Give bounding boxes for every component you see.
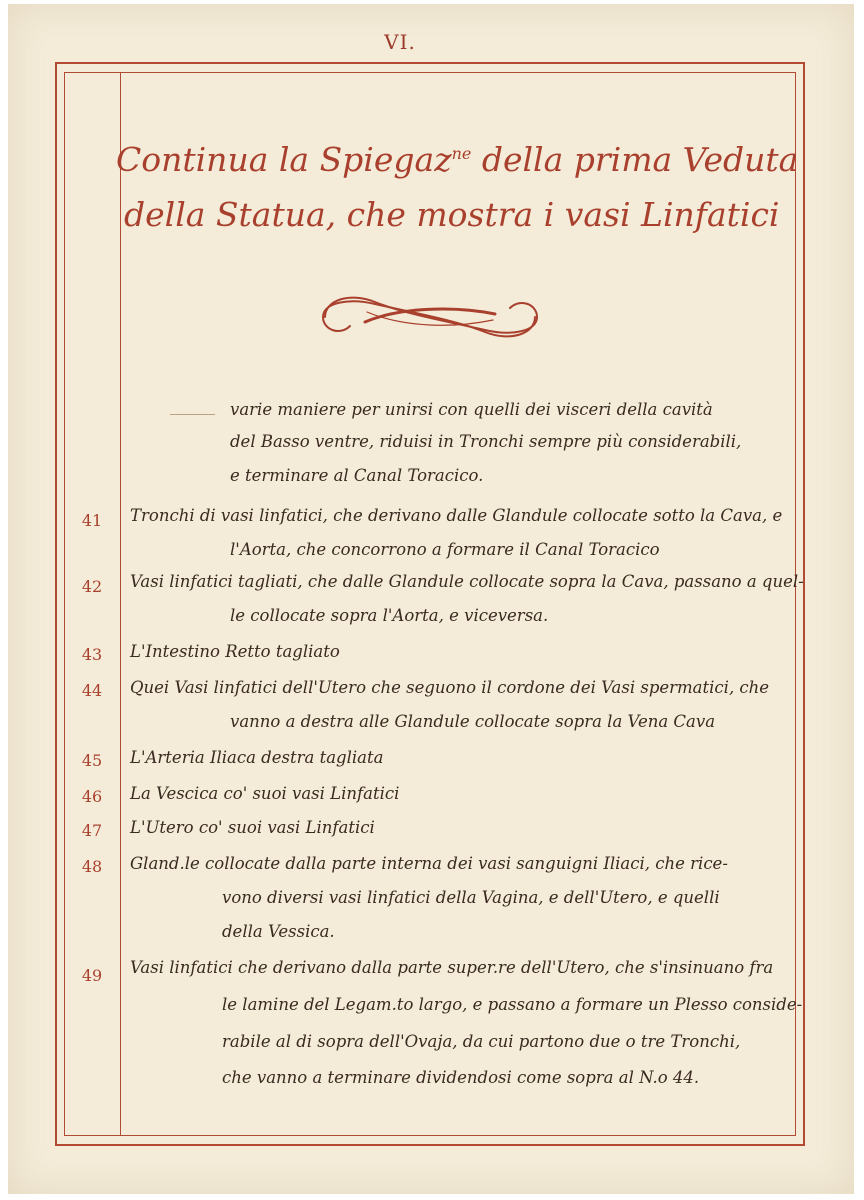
flourish-ornament xyxy=(305,282,555,352)
entry-number-41: 41 xyxy=(81,511,103,530)
entry-number-46: 46 xyxy=(81,787,103,806)
entry-number-49: 49 xyxy=(81,966,103,985)
margin-rule xyxy=(120,72,121,1136)
continuation-line-1: varie maniere per unirsi con quelli dei visceri della cavità xyxy=(230,400,713,419)
entry-41-line-1: Tronchi di vasi linfatici, che derivano dalle Glandule collocate sotto la Cava, e xyxy=(130,506,783,525)
title-superscript: ne xyxy=(451,144,472,163)
entry-number-43: 43 xyxy=(81,645,103,664)
entry-46-line-1: La Vescica co' suoi vasi Linfatici xyxy=(130,784,400,803)
entry-number-48: 48 xyxy=(81,857,103,876)
title-part-b: della prima Veduta xyxy=(471,140,799,179)
page-number: VI. xyxy=(384,30,416,54)
entry-49-line-1: Vasi linfatici che derivano dalla parte super.re dell'Utero, che s'insinuano fra xyxy=(130,958,774,977)
entry-44-line-1: Quei Vasi linfatici dell'Utero che seguono il cordone dei Vasi spermatici, che xyxy=(130,678,770,697)
entry-41-line-2: l'Aorta, che concorrono a formare il Canal Toracico xyxy=(230,540,660,559)
continuation-line-3: e terminare al Canal Toracico. xyxy=(230,466,484,485)
entry-number-42: 42 xyxy=(81,577,103,596)
entry-44-line-2: vanno a destra alle Glandule collocate sopra la Vena Cava xyxy=(230,712,716,731)
entry-42-line-1: Vasi linfatici tagliati, che dalle Glandule collocate sopra la Cava, passano a quel- xyxy=(130,572,804,591)
entry-49-line-3: rabile al di sopra dell'Ovaja, da cui partono due o tre Tronchi, xyxy=(222,1032,741,1051)
entry-number-44: 44 xyxy=(81,681,103,700)
entry-45-line-1: L'Arteria Iliaca destra tagliata xyxy=(130,748,384,767)
continuation-line-2: del Basso ventre, riduisi in Tronchi sempre più considerabili, xyxy=(230,432,742,451)
entry-42-line-2: le collocate sopra l'Aorta, e viceversa. xyxy=(230,606,549,625)
entry-48-line-2: vono diversi vasi linfatici della Vagina, e dell'Utero, e quelli xyxy=(222,888,720,907)
entry-number-45: 45 xyxy=(81,751,103,770)
title-line-1 xyxy=(116,140,799,179)
entry-number-47: 47 xyxy=(81,821,103,840)
entry-48-line-3: della Vessica. xyxy=(222,922,335,941)
entry-48-line-1: Gland.le collocate dalla parte interna dei vasi sanguigni Iliaci, che rice- xyxy=(130,854,728,873)
entry-47-line-1: L'Utero co' suoi vasi Linfatici xyxy=(130,818,375,837)
entry-43-line-1: L'Intestino Retto tagliato xyxy=(130,642,340,661)
entry-49-line-2: le lamine del Legam.to largo, e passano a formare un Plesso conside- xyxy=(222,995,803,1014)
leading-dash xyxy=(170,414,215,415)
title-part-a: Continua la Spiegaz xyxy=(116,140,452,179)
title-line-2: della Statua, che mostra i vasi Linfatici xyxy=(124,195,780,234)
entry-49-line-4: che vanno a terminare dividendosi come sopra al N.o 44. xyxy=(222,1068,700,1087)
